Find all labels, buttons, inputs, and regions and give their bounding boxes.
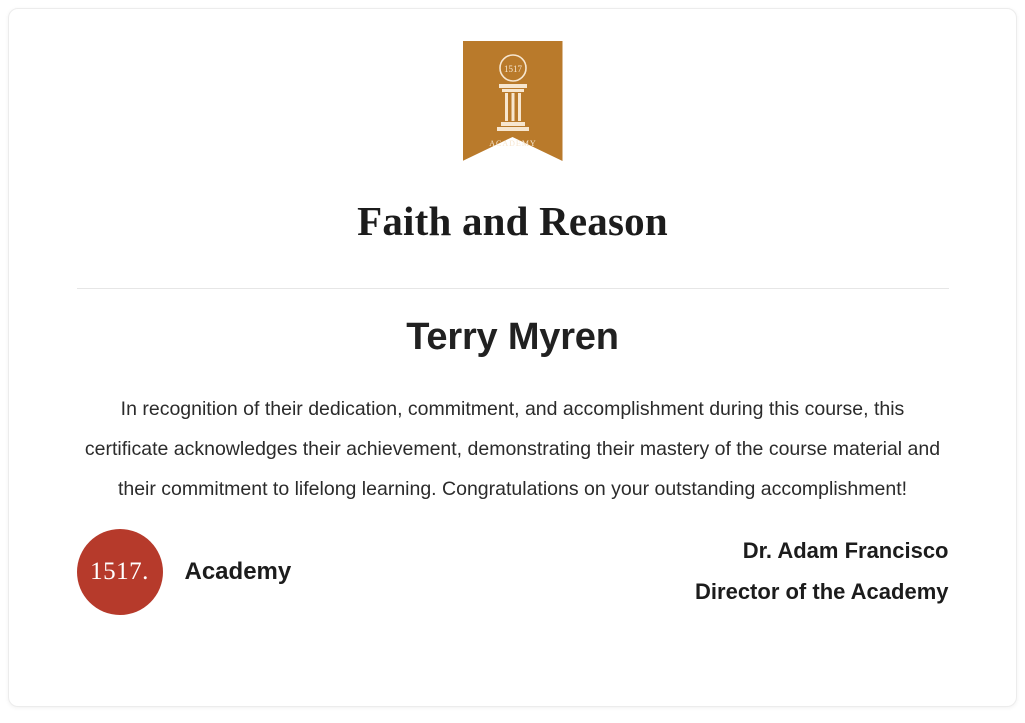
seal-group — [77, 529, 292, 615]
signer-title: Director of the Academy — [695, 579, 949, 605]
signature-block — [695, 536, 948, 608]
signer-name: Dr. Adam Francisco — [742, 538, 949, 564]
svg-text:ACADEMY: ACADEMY — [488, 139, 537, 148]
citation-text: In recognition of their dedication, commitment, and accomplishment during this course, this certificate acknowledges their achievement, demonstrating their mastery of the course material and their commitment to lifelong learning. Congratulations on your outstanding accomplishment! — [84, 398, 941, 501]
academy-column-crest-icon — [463, 41, 563, 161]
crest-emblem-icon — [463, 41, 563, 161]
academy-seal: 1517. — [77, 529, 163, 615]
course-title: Faith and Reason — [357, 198, 668, 244]
certificate-footer — [77, 529, 949, 615]
title-divider — [77, 288, 949, 289]
academy-label: Academy — [184, 558, 292, 586]
certificate-card — [8, 8, 1017, 707]
recipient-name: Terry Myren — [406, 316, 619, 359]
svg-text:1517: 1517 — [503, 64, 522, 74]
